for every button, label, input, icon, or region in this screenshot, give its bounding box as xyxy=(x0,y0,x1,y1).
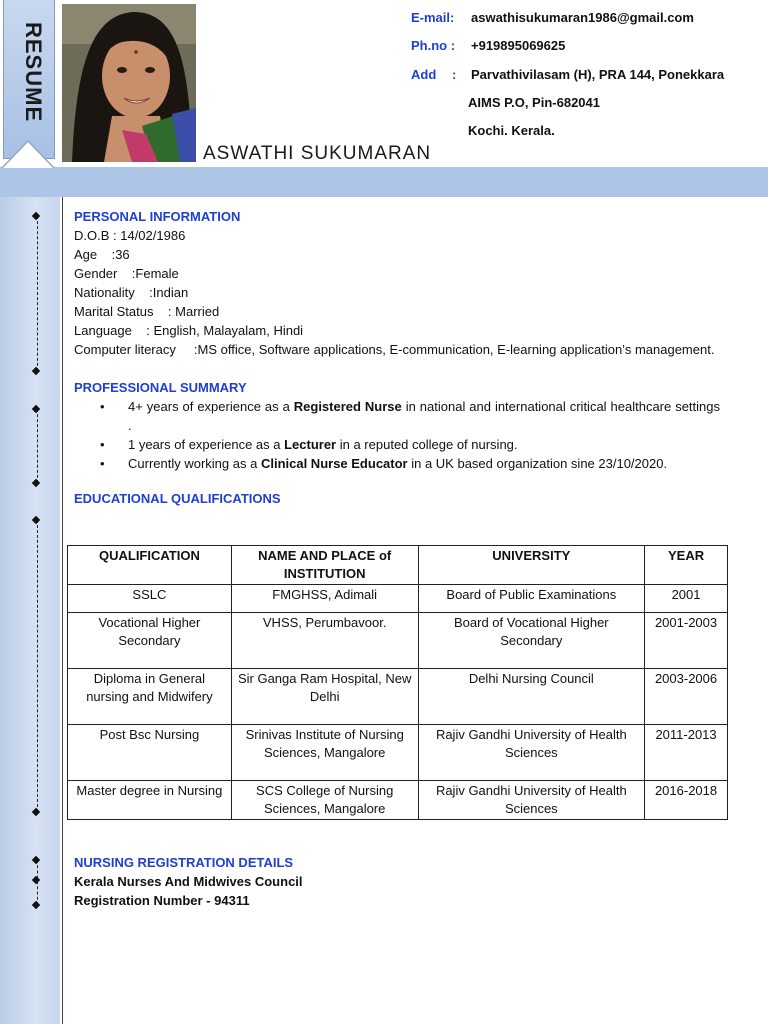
cell-university: Rajiv Gandhi University of Health Sciences xyxy=(418,781,645,820)
timeline-line-personal xyxy=(37,216,38,371)
cell-qualification: Master degree in Nursing xyxy=(68,781,232,820)
cell-university: Board of Public Examinations xyxy=(418,585,645,613)
cell-university: Rajiv Gandhi University of Health Sciences xyxy=(418,725,645,781)
candidate-name: ASWATHI SUKUMARAN xyxy=(203,143,432,164)
cell-institution: Sir Ganga Ram Hospital, New Delhi xyxy=(231,669,418,725)
cell-institution: Srinivas Institute of Nursing Sciences, Mangalore xyxy=(231,725,418,781)
table-row xyxy=(68,669,728,725)
address-line-3: Kochi. Kerala. xyxy=(468,123,555,138)
header-qualification: QUALIFICATION xyxy=(68,546,232,585)
cell-university: Delhi Nursing Council xyxy=(418,669,645,725)
professional-summary-heading: PROFESSIONAL SUMMARY xyxy=(74,380,247,395)
cell-institution: SCS College of Nursing Sciences, Mangalore xyxy=(231,781,418,820)
registration-heading: NURSING REGISTRATION DETAILS xyxy=(74,855,294,870)
cell-institution: VHSS, Perumbavoor. xyxy=(231,613,418,669)
timeline-line-education xyxy=(37,520,38,812)
header-divider-band xyxy=(0,167,768,197)
header-year: YEAR xyxy=(645,546,728,585)
address-label: Add xyxy=(411,67,437,82)
email-value[interactable]: aswathisukumaran1986@gmail.com xyxy=(471,10,694,25)
phone-value[interactable]: +919895069625 xyxy=(471,38,566,53)
education-table xyxy=(67,545,728,820)
cell-qualification: Post Bsc Nursing xyxy=(68,725,232,781)
nationality-line: Nationality :Indian xyxy=(74,285,189,300)
header-institution: NAME AND PLACE of INSTITUTION xyxy=(231,546,418,585)
resume-ribbon-label: RESUME xyxy=(21,22,46,123)
personal-info-heading: PERSONAL INFORMATION xyxy=(74,209,241,224)
education-table-header xyxy=(68,546,728,585)
resume-ribbon xyxy=(3,0,55,159)
computer-literacy-line: Computer literacy :MS office, Software applications, E-communication, E-learning application’s management. xyxy=(74,342,715,357)
ribbon-arrow xyxy=(3,142,53,168)
cell-year: 2001 xyxy=(645,585,728,613)
table-row xyxy=(68,613,728,669)
table-row xyxy=(68,585,728,613)
cell-qualification: Diploma in General nursing and Midwifery xyxy=(68,669,232,725)
cell-year: 2016-2018 xyxy=(645,781,728,820)
address-line-1: Parvathivilasam (H), PRA 144, Ponekkara xyxy=(471,67,725,82)
left-sidebar-band xyxy=(0,167,60,1024)
cell-qualification: SSLC xyxy=(68,585,232,613)
registration-number: Registration Number - 94311 xyxy=(74,893,250,908)
profile-photo xyxy=(62,4,196,162)
table-row xyxy=(68,781,728,820)
cell-institution: FMGHSS, Adimali xyxy=(231,585,418,613)
cell-year: 2001-2003 xyxy=(645,613,728,669)
email-label: E-mail: xyxy=(411,10,455,25)
age-line: Age :36 xyxy=(74,247,130,262)
dob-line: D.O.B : 14/02/1986 xyxy=(74,228,186,243)
education-heading: EDUCATIONAL QUALIFICATIONS xyxy=(74,491,281,506)
registration-council: Kerala Nurses And Midwives Council xyxy=(74,874,303,889)
cell-university: Board of Vocational Higher Secondary xyxy=(418,613,645,669)
language-line: Language : English, Malayalam, Hindi xyxy=(74,323,304,338)
cell-year: 2003-2006 xyxy=(645,669,728,725)
cell-year: 2011-2013 xyxy=(645,725,728,781)
timeline-line-summary xyxy=(37,409,38,483)
summary-list xyxy=(74,397,720,473)
table-row xyxy=(68,725,728,781)
address-colon: : xyxy=(452,67,457,82)
registration-section xyxy=(74,853,720,910)
header-university: UNIVERSITY xyxy=(418,546,645,585)
summary-item: • 4+ years of experience as a Registered Nurse in national and international critical healthcare settings . xyxy=(74,397,720,435)
address-line-2: AIMS P.O, Pin-682041 xyxy=(468,95,600,110)
summary-item: • 1 years of experience as a Lecturer in a reputed college of nursing. xyxy=(74,435,720,454)
summary-item: • Currently working as a Clinical Nurse Educator in a UK based organization sine 23/10/2020. xyxy=(74,454,720,473)
profile-photo-illustration xyxy=(62,4,196,162)
resume-content xyxy=(74,207,720,508)
gender-line: Gender :Female xyxy=(74,266,179,281)
marital-status-line: Marital Status : Married xyxy=(74,304,220,319)
phone-label: Ph.no : xyxy=(411,38,456,53)
cell-qualification: Vocational Higher Secondary xyxy=(68,613,232,669)
